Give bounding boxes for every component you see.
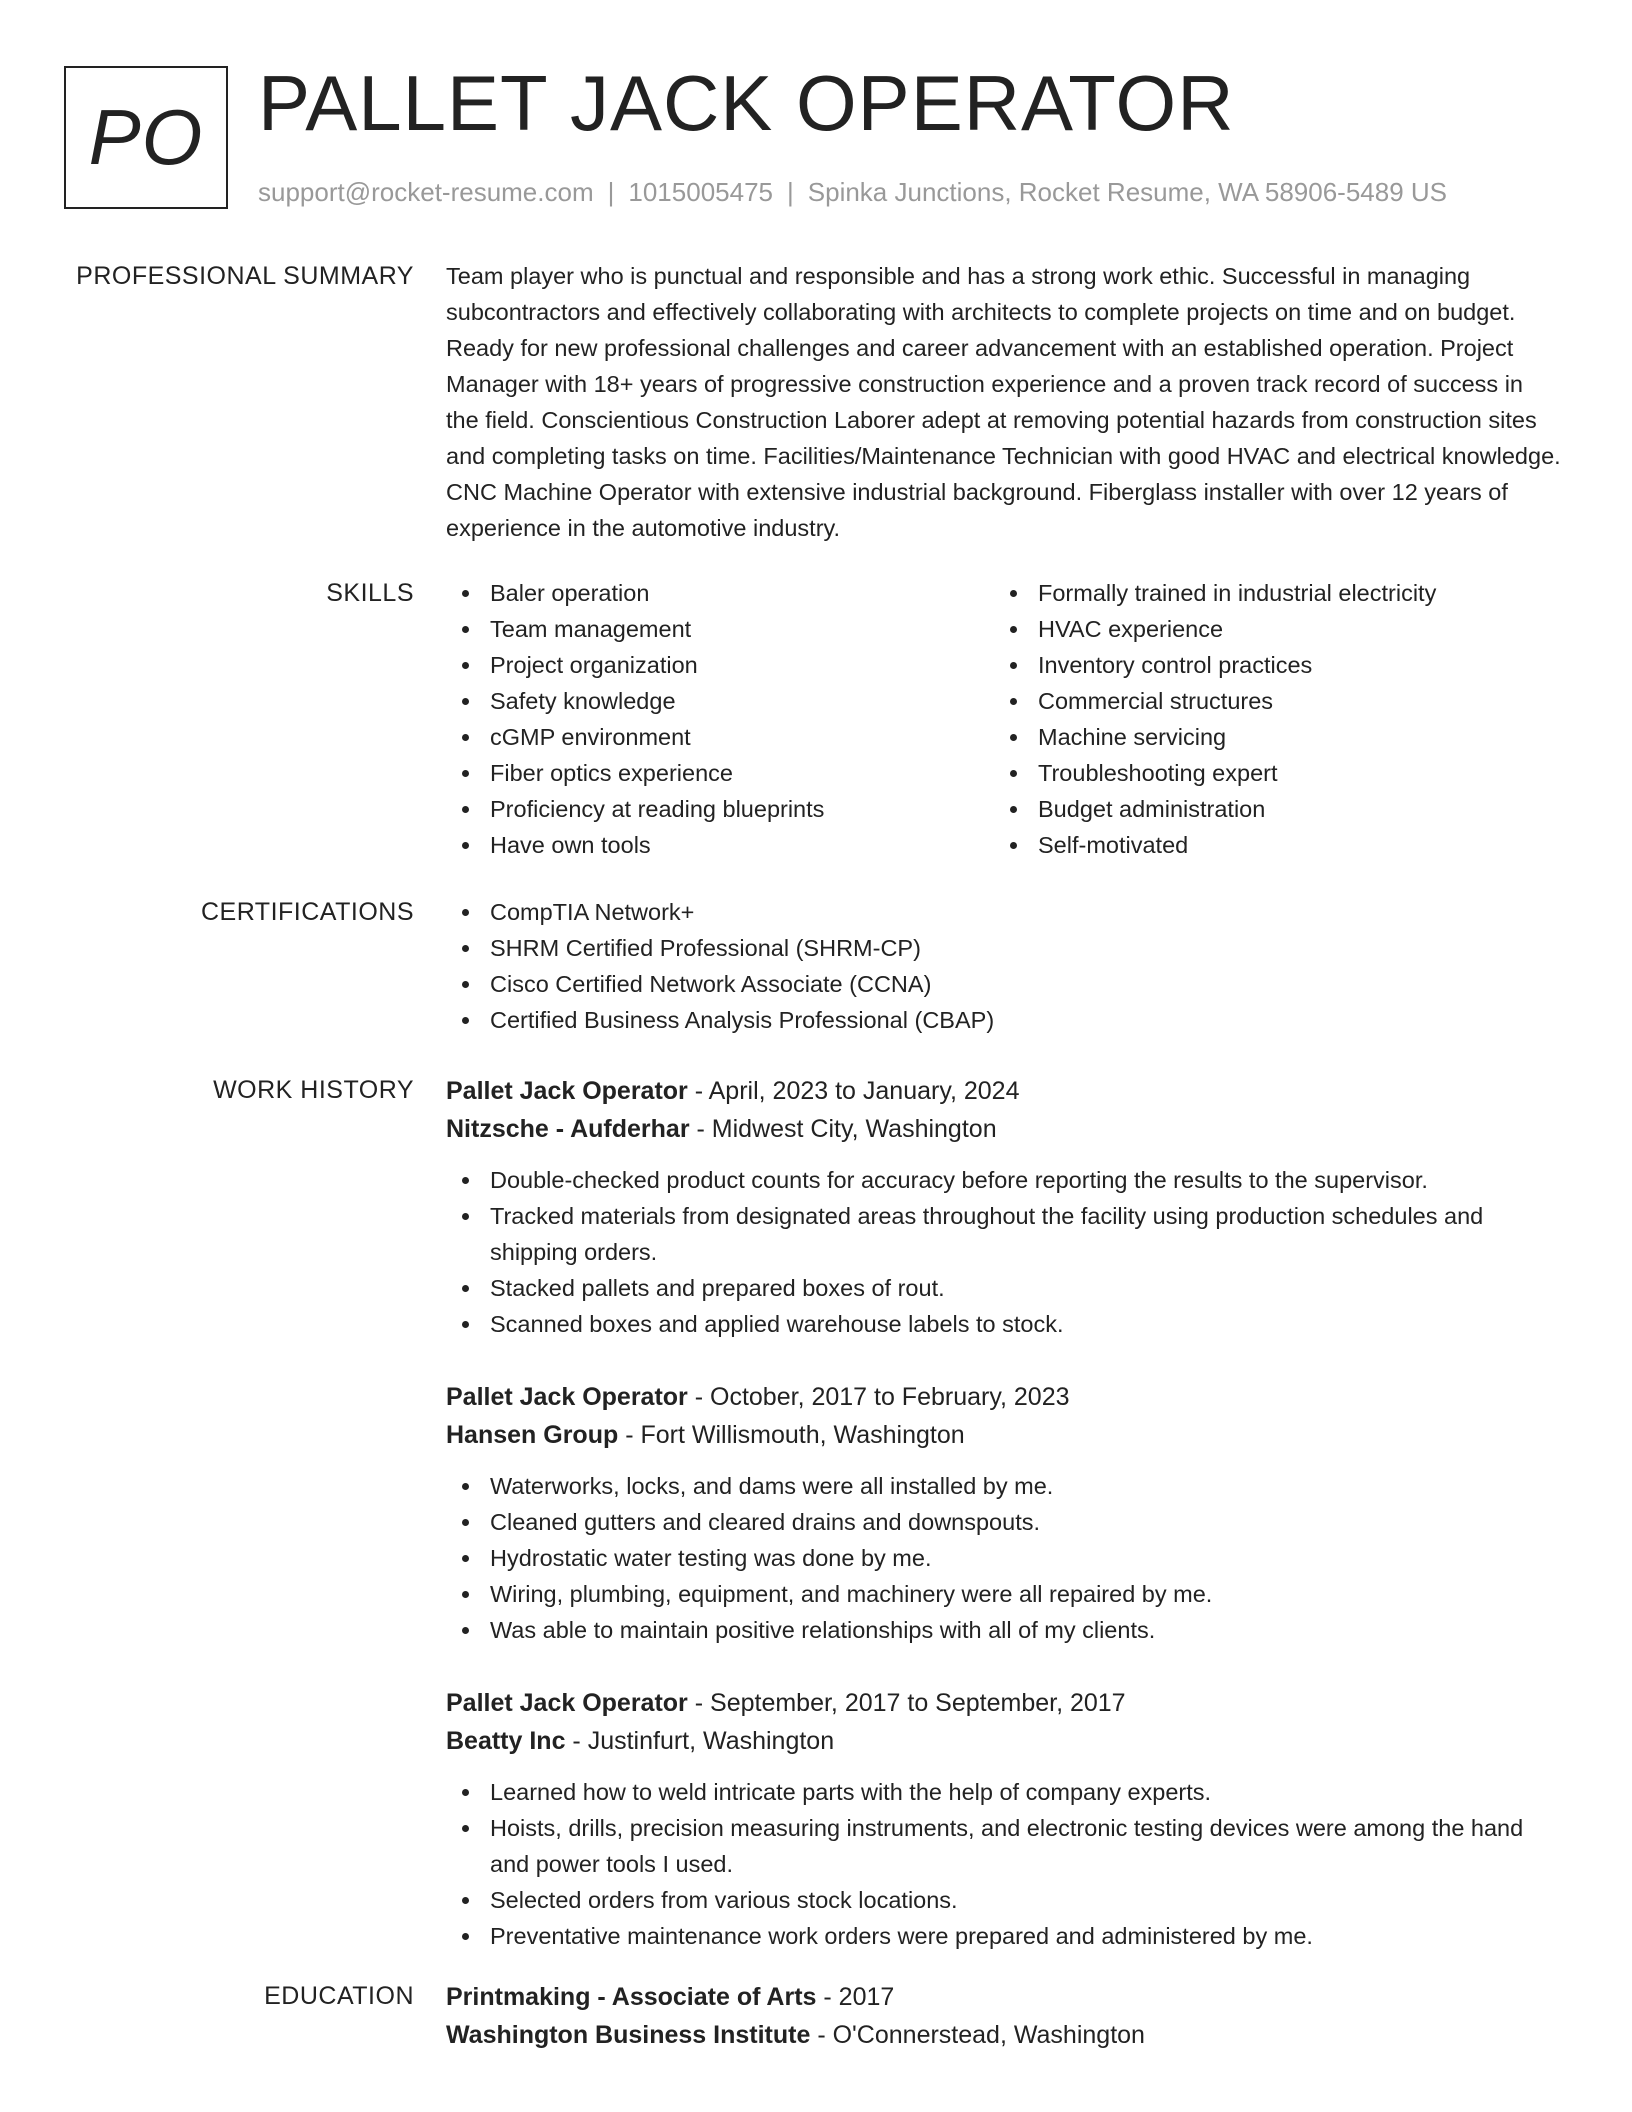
skills-list-right: [994, 575, 1542, 863]
skills-heading: SKILLS: [326, 579, 414, 607]
certifications-list: [446, 894, 1562, 1038]
monogram-badge: PO: [64, 66, 228, 209]
education-body: [446, 1978, 1562, 2054]
skill-item: Troubleshooting expert: [994, 755, 1542, 791]
job-duty: Hydrostatic water testing was done by me.: [446, 1540, 1562, 1576]
job-duty: Tracked materials from designated areas throughout the facility using production schedules and shipping orders.: [446, 1198, 1562, 1270]
certifications-heading: CERTIFICATIONS: [200, 898, 414, 926]
certification-item: Cisco Certified Network Associate (CCNA): [446, 966, 1562, 1002]
certification-item: SHRM Certified Professional (SHRM-CP): [446, 930, 1562, 966]
contact-line: [258, 176, 1447, 208]
job-dates: - October, 2017 to February, 2023: [687, 1383, 1070, 1411]
summary-heading: PROFESSIONAL SUMMARY: [76, 262, 414, 290]
job-duties-list: [446, 1162, 1562, 1342]
job-duties-list: [446, 1774, 1562, 1954]
skill-item: Project organization: [446, 647, 994, 683]
job-dates: - April, 2023 to January, 2024: [687, 1077, 1020, 1105]
summary-text: Team player who is punctual and responsible and has a strong work ethic. Successful in managing subcontractors and effectively collaborating with architects to complete projects on time and on budget. Ready for new professional challenges and career advancement with an established operation. Project Manager with 18+ years of progressive construction experience and a proven track record of success in the field. Conscientious Construction Laborer adept at removing potential hazards from construction sites and completing tasks on time. Facilities/Maintenance Technician with good HVAC and electrical knowledge. CNC Machine Operator with extensive industrial background. Fiberglass installer with over 12 years of experience in the automotive industry.: [446, 263, 1561, 541]
job-company: Hansen Group: [446, 1421, 619, 1449]
contact-address: Spinka Junctions, Rocket Resume, WA 58906-5489 US: [807, 177, 1448, 207]
job-role: Pallet Jack Operator: [446, 1689, 688, 1717]
contact-separator: |: [787, 177, 794, 207]
education-degree-line: [446, 1978, 1562, 2016]
skill-item: cGMP environment: [446, 719, 994, 755]
skill-item: HVAC experience: [994, 611, 1542, 647]
job-role: Pallet Jack Operator: [446, 1077, 688, 1105]
skill-item: Safety knowledge: [446, 683, 994, 719]
skill-item: Have own tools: [446, 827, 994, 863]
job-duties-list: [446, 1468, 1562, 1648]
job-location: - Midwest City, Washington: [689, 1115, 997, 1143]
job-role-line: [446, 1684, 1562, 1722]
skill-item: Commercial structures: [994, 683, 1542, 719]
contact-separator: |: [607, 177, 615, 207]
skill-item: Inventory control practices: [994, 647, 1542, 683]
job-duty: Double-checked product counts for accuracy before reporting the results to the supervisor.: [446, 1162, 1562, 1198]
certifications-body: [446, 894, 1562, 1038]
work-history-body: [446, 1072, 1562, 1990]
skill-item: Team management: [446, 611, 994, 647]
work-history-heading: WORK HISTORY: [213, 1076, 414, 1104]
education-location: - O'Connerstead, Washington: [810, 2021, 1145, 2049]
job-company-line: [446, 1110, 1562, 1148]
skill-item: Baler operation: [446, 575, 994, 611]
job-entry: [446, 1072, 1562, 1342]
job-entry: [446, 1684, 1562, 1954]
job-role: Pallet Jack Operator: [446, 1383, 688, 1411]
contact-phone: 1015005475: [628, 177, 773, 207]
job-duty: Preventative maintenance work orders were prepared and administered by me.: [446, 1918, 1562, 1954]
job-duty: Waterworks, locks, and dams were all installed by me.: [446, 1468, 1562, 1504]
job-location: - Fort Willismouth, Washington: [618, 1421, 965, 1449]
job-duty: Cleaned gutters and cleared drains and downspouts.: [446, 1504, 1562, 1540]
skill-item: Machine servicing: [994, 719, 1542, 755]
job-duty: Was able to maintain positive relationships with all of my clients.: [446, 1612, 1562, 1648]
job-entry: [446, 1378, 1562, 1648]
skill-item: Budget administration: [994, 791, 1542, 827]
job-duty: Stacked pallets and prepared boxes of rout.: [446, 1270, 1562, 1306]
job-company-line: [446, 1722, 1562, 1760]
job-role-line: [446, 1072, 1562, 1110]
education-school-line: [446, 2016, 1562, 2054]
job-company-line: [446, 1416, 1562, 1454]
skill-item: Fiber optics experience: [446, 755, 994, 791]
certification-item: CompTIA Network+: [446, 894, 1562, 930]
job-duty: Hoists, drills, precision measuring instruments, and electronic testing devices were among the hand and power tools I used.: [446, 1810, 1562, 1882]
resume-title: PALLET JACK OPERATOR: [258, 59, 1235, 147]
education-heading: EDUCATION: [264, 1982, 414, 2010]
skill-item: Proficiency at reading blueprints: [446, 791, 994, 827]
contact-email: support@rocket-resume.com: [258, 177, 594, 207]
job-company: Nitzsche - Aufderhar: [446, 1115, 690, 1143]
skill-item: Self-motivated: [994, 827, 1542, 863]
certification-item: Certified Business Analysis Professional (CBAP): [446, 1002, 1562, 1038]
education-degree: Printmaking - Associate of Arts: [446, 1983, 817, 2011]
job-duty: Scanned boxes and applied warehouse labels to stock.: [446, 1306, 1562, 1342]
education-school: Washington Business Institute: [446, 2021, 811, 2049]
job-duty: Selected orders from various stock locations.: [446, 1882, 1562, 1918]
job-duty: Wiring, plumbing, equipment, and machinery were all repaired by me.: [446, 1576, 1562, 1612]
skills-list-left: [446, 575, 994, 863]
job-location: - Justinfurt, Washington: [565, 1727, 835, 1755]
job-company: Beatty Inc: [446, 1727, 566, 1755]
skill-item: Formally trained in industrial electricity: [994, 575, 1542, 611]
skills-columns: [446, 575, 1562, 863]
job-dates: - September, 2017 to September, 2017: [687, 1689, 1126, 1717]
education-year: - 2017: [816, 1983, 895, 2011]
job-role-line: [446, 1378, 1562, 1416]
job-duty: Learned how to weld intricate parts with the help of company experts.: [446, 1774, 1562, 1810]
